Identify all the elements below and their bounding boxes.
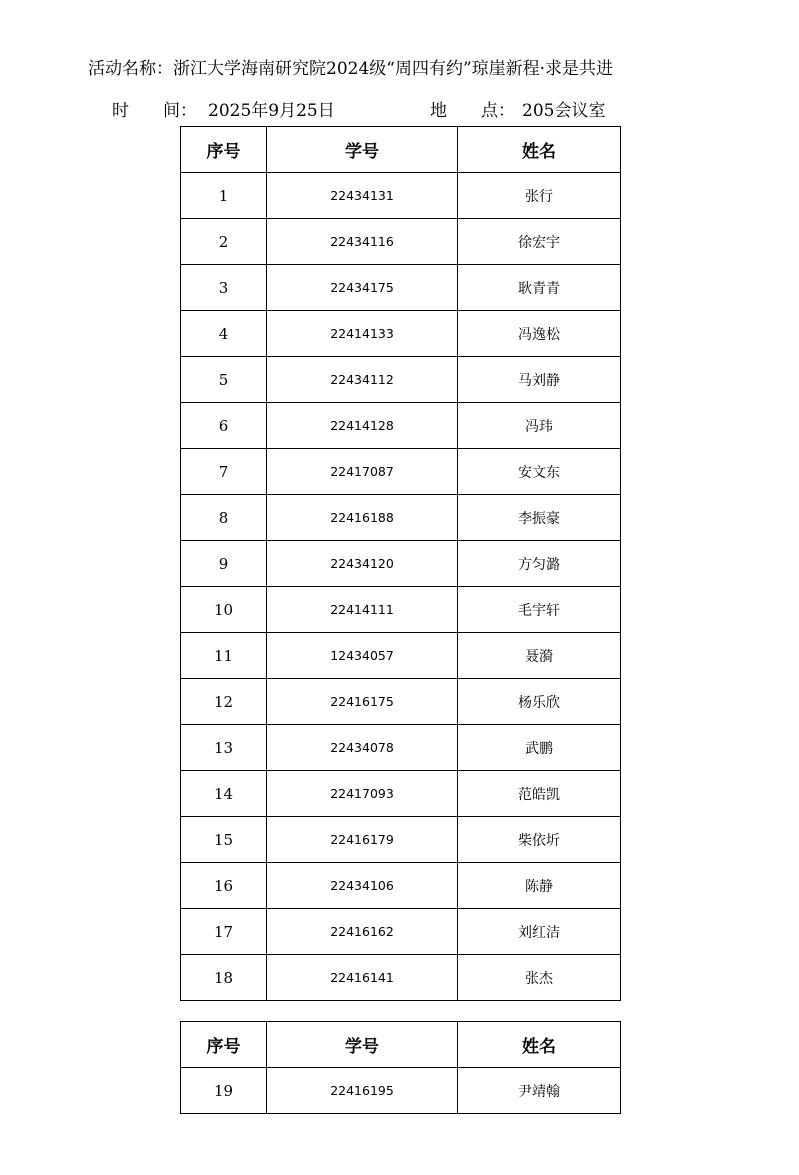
cell-seq: 15: [181, 817, 267, 863]
table-row: [181, 403, 621, 449]
cell-name: 安文东: [458, 449, 621, 495]
cell-name: 毛宇轩: [458, 587, 621, 633]
cell-name: 陈静: [458, 863, 621, 909]
cell-student-id: 22434131: [267, 173, 458, 219]
cell-seq: 18: [181, 955, 267, 1001]
cell-student-id: 22434112: [267, 357, 458, 403]
table-header-row: [181, 127, 621, 173]
cell-name: 李振豪: [458, 495, 621, 541]
place-label: 地 点：: [430, 101, 515, 121]
table-row: [181, 909, 621, 955]
cell-seq: 4: [181, 311, 267, 357]
cell-student-id: 22434175: [267, 265, 458, 311]
cell-name: 冯逸松: [458, 311, 621, 357]
table-row: [181, 173, 621, 219]
cell-student-id: 22434116: [267, 219, 458, 265]
table-row: [181, 449, 621, 495]
cell-name: 耿青青: [458, 265, 621, 311]
time-value: 2025年9月25日: [208, 101, 335, 121]
time-place-line: [112, 96, 712, 126]
table-row: [181, 219, 621, 265]
cell-seq: 16: [181, 863, 267, 909]
cell-seq: 2: [181, 219, 267, 265]
cell-name: 徐宏宇: [458, 219, 621, 265]
table-row: [181, 771, 621, 817]
cell-name: 武鹏: [458, 725, 621, 771]
column-header-name: 姓名: [458, 1022, 621, 1068]
cell-student-id: 22416141: [267, 955, 458, 1001]
cell-seq: 5: [181, 357, 267, 403]
cell-name: 范皓凯: [458, 771, 621, 817]
cell-seq: 11: [181, 633, 267, 679]
cell-student-id: 22416195: [267, 1068, 458, 1114]
cell-name: 张杰: [458, 955, 621, 1001]
table-row: [181, 1068, 621, 1114]
cell-student-id: 22416179: [267, 817, 458, 863]
column-header-seq: 序号: [181, 1022, 267, 1068]
cell-name: 方匀潞: [458, 541, 621, 587]
cell-seq: 8: [181, 495, 267, 541]
cell-seq: 7: [181, 449, 267, 495]
cell-seq: 12: [181, 679, 267, 725]
table-row: [181, 311, 621, 357]
table-row: [181, 817, 621, 863]
table-header-row: [181, 1022, 621, 1068]
cell-seq: 14: [181, 771, 267, 817]
cell-seq: 10: [181, 587, 267, 633]
cell-student-id: 22414133: [267, 311, 458, 357]
attendance-table-2: [180, 1021, 621, 1114]
cell-name: 冯玮: [458, 403, 621, 449]
cell-student-id: 22414111: [267, 587, 458, 633]
cell-name: 刘红洁: [458, 909, 621, 955]
table-row: [181, 679, 621, 725]
cell-name: 马刘静: [458, 357, 621, 403]
table-row: [181, 541, 621, 587]
cell-name: 杨乐欣: [458, 679, 621, 725]
cell-student-id: 22434078: [267, 725, 458, 771]
cell-seq: 17: [181, 909, 267, 955]
cell-student-id: 22416162: [267, 909, 458, 955]
column-header-seq: 序号: [181, 127, 267, 173]
cell-seq: 9: [181, 541, 267, 587]
attendance-table-1: [180, 126, 621, 1001]
cell-student-id: 22416175: [267, 679, 458, 725]
cell-student-id: 22416188: [267, 495, 458, 541]
cell-name: 张行: [458, 173, 621, 219]
cell-name: 尹靖翰: [458, 1068, 621, 1114]
cell-name: 聂漪: [458, 633, 621, 679]
cell-student-id: 22417087: [267, 449, 458, 495]
cell-seq: 13: [181, 725, 267, 771]
table-row: [181, 495, 621, 541]
cell-seq: 1: [181, 173, 267, 219]
cell-student-id: 22434120: [267, 541, 458, 587]
cell-seq: 6: [181, 403, 267, 449]
table-row: [181, 357, 621, 403]
table-row: [181, 955, 621, 1001]
cell-student-id: 22414128: [267, 403, 458, 449]
column-header-name: 姓名: [458, 127, 621, 173]
table-row: [181, 725, 621, 771]
table-row: [181, 633, 621, 679]
cell-student-id: 12434057: [267, 633, 458, 679]
column-header-id: 学号: [267, 127, 458, 173]
time-label: 时 间：: [112, 101, 197, 121]
cell-seq: 3: [181, 265, 267, 311]
table-row: [181, 587, 621, 633]
cell-seq: 19: [181, 1068, 267, 1114]
column-header-id: 学号: [267, 1022, 458, 1068]
table-row: [181, 265, 621, 311]
cell-student-id: 22434106: [267, 863, 458, 909]
cell-student-id: 22417093: [267, 771, 458, 817]
place-value: 205会议室: [522, 101, 606, 121]
activity-name-line: 活动名称：浙江大学海南研究院2024级“周四有约”琼崖新程·求是共进: [88, 59, 614, 79]
cell-name: 柴依圻: [458, 817, 621, 863]
table-row: [181, 863, 621, 909]
